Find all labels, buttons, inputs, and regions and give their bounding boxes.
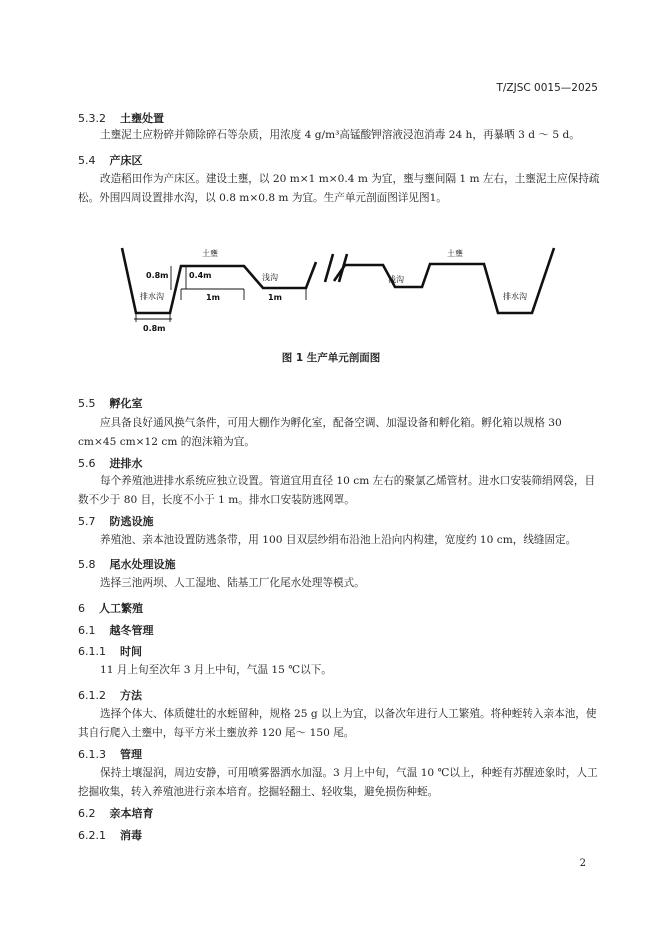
paragraph-6-1-3: 保持土壤湿润，周边安静，可用喷雾器洒水加湿。3 月上中旬，气温 10 ℃以上，种蛭有苏醒迹象时，人工挖掘收集，转入养殖池进行亲本培育。挖掘轻翻土、轻收集，避免损伤种蛭。 bbox=[78, 767, 598, 798]
label-drain-left: 排水沟 bbox=[140, 292, 164, 301]
break-mark-1 bbox=[325, 254, 333, 282]
label-tulong-left: 土壅 bbox=[202, 249, 218, 258]
paragraph-5-8: 选择三池两坝、人工湿地、陆基工厂化尾水处理等模式。 bbox=[100, 577, 365, 589]
section-heading-5-5: 5.5 孵化室 bbox=[78, 397, 143, 410]
label-height-04: 0.4m bbox=[189, 271, 212, 280]
paragraph-5-6: 每个养殖池进排水系统应独立设置。管道宜用直径 10 cm 左右的聚氯乙烯管材。进水口安装筛绢网袋，目数不少于 80 目，长度不小于 1 m。排水口安装防逃网罩。 bbox=[78, 475, 596, 506]
section-heading-6-1: 6.1 越冬管理 bbox=[78, 624, 154, 637]
section-heading-6-2: 6.2 亲本培育 bbox=[78, 807, 154, 820]
paragraph-6-1-1: 11 月上旬至次年 3 月上中旬，气温 15 ℃以下。 bbox=[100, 664, 332, 676]
section-heading-5-3-2: 5.3.2 土壅处置 bbox=[78, 112, 164, 125]
section-heading-5-8: 5.8 尾水处理设施 bbox=[78, 558, 176, 571]
section-heading-6-2-1: 6.2.1 消毒 bbox=[78, 829, 142, 842]
label-tulong-right: 土壅 bbox=[447, 249, 463, 258]
section-heading-6: 6 人工繁殖 bbox=[78, 602, 143, 615]
profile-line-right bbox=[334, 248, 554, 313]
label-drain-right: 排水沟 bbox=[503, 292, 527, 301]
break-mark-2 bbox=[339, 254, 347, 282]
section-heading-5-6: 5.6 进排水 bbox=[78, 457, 143, 470]
cross-section-figure bbox=[0, 0, 662, 340]
paragraph-5-5: 应具备良好通风换气条件，可用大棚作为孵化室，配备空调、加湿设备和孵化箱。孵化箱以规格 30 cm×45 cm×12 cm 的泡沫箱为宜。 bbox=[78, 417, 562, 448]
section-heading-5-4: 5.4 产床区 bbox=[78, 154, 143, 167]
section-heading-5-7: 5.7 防逃设施 bbox=[78, 515, 154, 528]
section-heading-6-1-3: 6.1.3 管理 bbox=[78, 748, 142, 761]
paragraph-5-3-2: 土壅泥土应粉碎并筛除碎石等杂质，用浓度 4 g/m³高锰酸钾溶液浸泡消毒 24 h，再暴晒 3 d ～ 5 d。 bbox=[100, 129, 580, 141]
standard-number: T/ZJSC 0015—2025 bbox=[496, 82, 598, 94]
label-width-08: 0.8m bbox=[143, 324, 166, 333]
label-width-1b: 1m bbox=[268, 293, 282, 302]
page-number: 2 bbox=[579, 858, 586, 869]
paragraph-6-1-2: 选择个体大、体质健壮的水蛭留种，规格 25 g 以上为宜，以备次年进行人工繁殖。将种蛭转入亲本池，使其自行爬入土壅中，每平方米土壅放养 120 尾～ 150 尾。 bbox=[78, 708, 597, 739]
section-heading-6-1-2: 6.1.2 方法 bbox=[78, 689, 142, 702]
section-heading-6-1-1: 6.1.1 时间 bbox=[78, 645, 142, 658]
label-width-1a: 1m bbox=[206, 293, 220, 302]
label-shallow-b: 浅沟 bbox=[388, 275, 404, 284]
profile-line-left bbox=[122, 248, 316, 313]
paragraph-5-7: 养殖池、亲本池设置防逃条带，用 100 目双层纱绢布沿池上沿向内构建，宽度约 10 cm，线缝固定。 bbox=[100, 534, 577, 546]
figure-caption: 图 1 生产单元剖面图 bbox=[281, 352, 381, 364]
paragraph-5-4: 改造稻田作为产床区。建设土壅，以 20 m×1 m×0.4 m 为宜，壅与壅间隔 1 m 左右，土壅泥土应保持疏松。外围四周设置排水沟，以 0.8 m×0.8 m 为宜。生产单元剖面图详见图1。 bbox=[78, 173, 600, 204]
label-height-08: 0.8m bbox=[146, 271, 169, 280]
label-shallow-a: 浅沟 bbox=[262, 273, 278, 282]
